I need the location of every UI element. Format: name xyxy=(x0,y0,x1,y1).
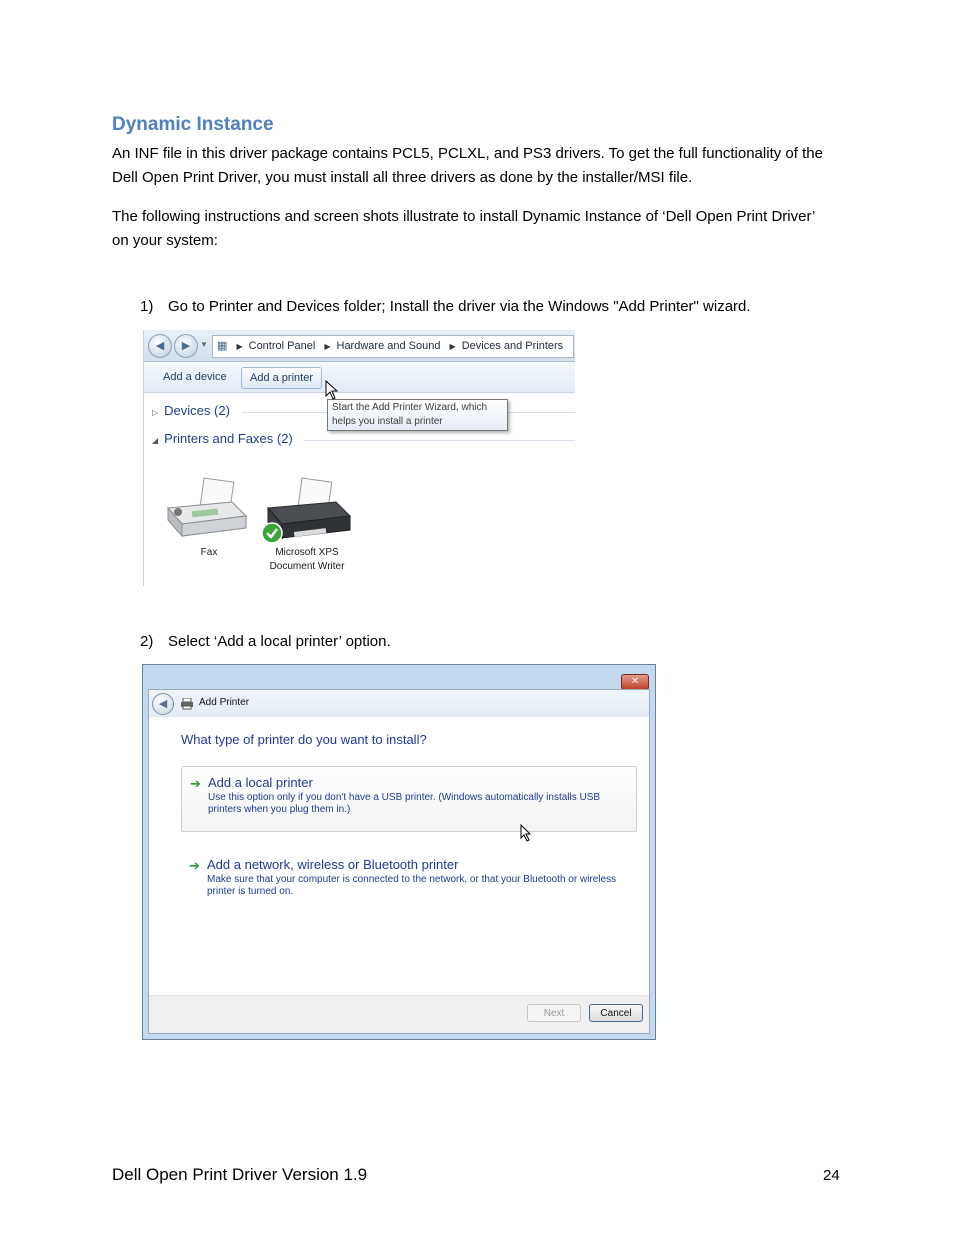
command-bar xyxy=(144,362,575,393)
footer-title: Dell Open Print Driver Version 1.9 xyxy=(112,1165,368,1184)
add-local-printer-title: Add a local printer xyxy=(208,775,313,790)
add-network-printer-option[interactable] xyxy=(181,849,635,909)
next-button[interactable]: Next xyxy=(527,1004,581,1022)
instructions-paragraph: The following instructions and screen shots illustrate to install Dynamic Instance of ‘Dell Open Print Driver’ on your system: xyxy=(112,208,815,249)
devices-and-printers-screenshot xyxy=(143,330,575,586)
section-heading: Dynamic Instance xyxy=(112,114,274,135)
group-printers-faxes[interactable] xyxy=(152,431,293,446)
cancel-button[interactable]: Cancel xyxy=(589,1004,643,1022)
add-printer-wizard-screenshot xyxy=(142,664,656,1040)
wizard-question: What type of printer do you want to install? xyxy=(181,732,427,747)
expand-arrow-icon: ▷ xyxy=(152,408,159,417)
group-devices[interactable] xyxy=(152,403,230,418)
wizard-header xyxy=(149,690,649,717)
breadcrumb-control-panel[interactable]: Control Panel xyxy=(248,340,316,352)
wizard-button-bar xyxy=(149,995,649,1033)
back-arrow-icon[interactable]: ◀ xyxy=(152,693,174,715)
recent-pages-chevron-icon[interactable]: ▼ xyxy=(200,340,208,349)
step-1 xyxy=(140,298,751,315)
breadcrumb-devices-printers[interactable]: Devices and Printers xyxy=(461,340,564,352)
add-local-printer-option[interactable] xyxy=(181,766,637,832)
add-printer-button[interactable]: Add a printer xyxy=(241,367,322,389)
step-1-text: Go to Printer and Devices folder; Install the driver via the Windows "Add Printer" wizard. xyxy=(168,298,751,315)
collapse-arrow-icon: ◢ xyxy=(152,436,159,445)
group-divider xyxy=(304,440,575,441)
fax-device-icon[interactable] xyxy=(162,476,250,542)
group-devices-label: Devices (2) xyxy=(164,403,230,418)
step-2-text: Select ‘Add a local printer’ option. xyxy=(168,633,391,650)
address-bar-area xyxy=(144,330,575,362)
wizard-content xyxy=(148,689,650,1034)
green-arrow-icon: ➔ xyxy=(189,858,200,873)
control-panel-icon: ▦ xyxy=(217,340,228,352)
breadcrumb-separator-icon: ▶ xyxy=(324,342,331,351)
close-button[interactable]: ✕ xyxy=(621,674,649,690)
device-xps-label: Microsoft XPS Document Writer xyxy=(269,547,345,572)
green-arrow-icon: ➔ xyxy=(190,776,201,791)
breadcrumb-separator-icon: ▶ xyxy=(449,342,456,351)
device-fax-label: Fax xyxy=(200,547,218,558)
breadcrumb-separator-icon: ▶ xyxy=(236,342,243,351)
add-network-printer-title: Add a network, wireless or Bluetooth printer xyxy=(207,857,459,872)
default-printer-check-icon xyxy=(261,522,283,544)
address-box[interactable] xyxy=(212,335,574,358)
breadcrumb-hardware-sound[interactable]: Hardware and Sound xyxy=(336,340,441,352)
step-2-number: 2) xyxy=(140,633,154,650)
add-network-printer-desc: Make sure that your computer is connected to the network, or that your Bluetooth or wireless printer is turned on. xyxy=(207,874,617,897)
back-arrow-icon[interactable]: ◀ xyxy=(148,334,172,358)
add-printer-tooltip: Start the Add Printer Wizard, which helps you install a printer xyxy=(327,399,508,431)
step-2 xyxy=(140,633,391,650)
group-printers-label: Printers and Faxes (2) xyxy=(164,431,293,446)
add-local-printer-desc: Use this option only if you don't have a USB printer. (Windows automatically installs USB printers when you plug them in.) xyxy=(208,792,601,815)
printer-icon xyxy=(180,698,194,710)
wizard-title: Add Printer xyxy=(199,697,250,708)
page-number: 24 xyxy=(823,1167,840,1184)
add-device-button[interactable]: Add a device xyxy=(163,371,227,383)
intro-paragraph: An INF file in this driver package contains PCL5, PCLXL, and PS3 drivers. To get the full functionality of the Dell Open Print Driver, you must install all three drivers as done by the installer/MSI file. xyxy=(112,145,823,186)
mouse-cursor-icon xyxy=(520,824,532,842)
step-1-number: 1) xyxy=(140,298,154,315)
mouse-cursor-icon xyxy=(325,380,339,400)
forward-arrow-icon[interactable]: ▶ xyxy=(174,334,198,358)
